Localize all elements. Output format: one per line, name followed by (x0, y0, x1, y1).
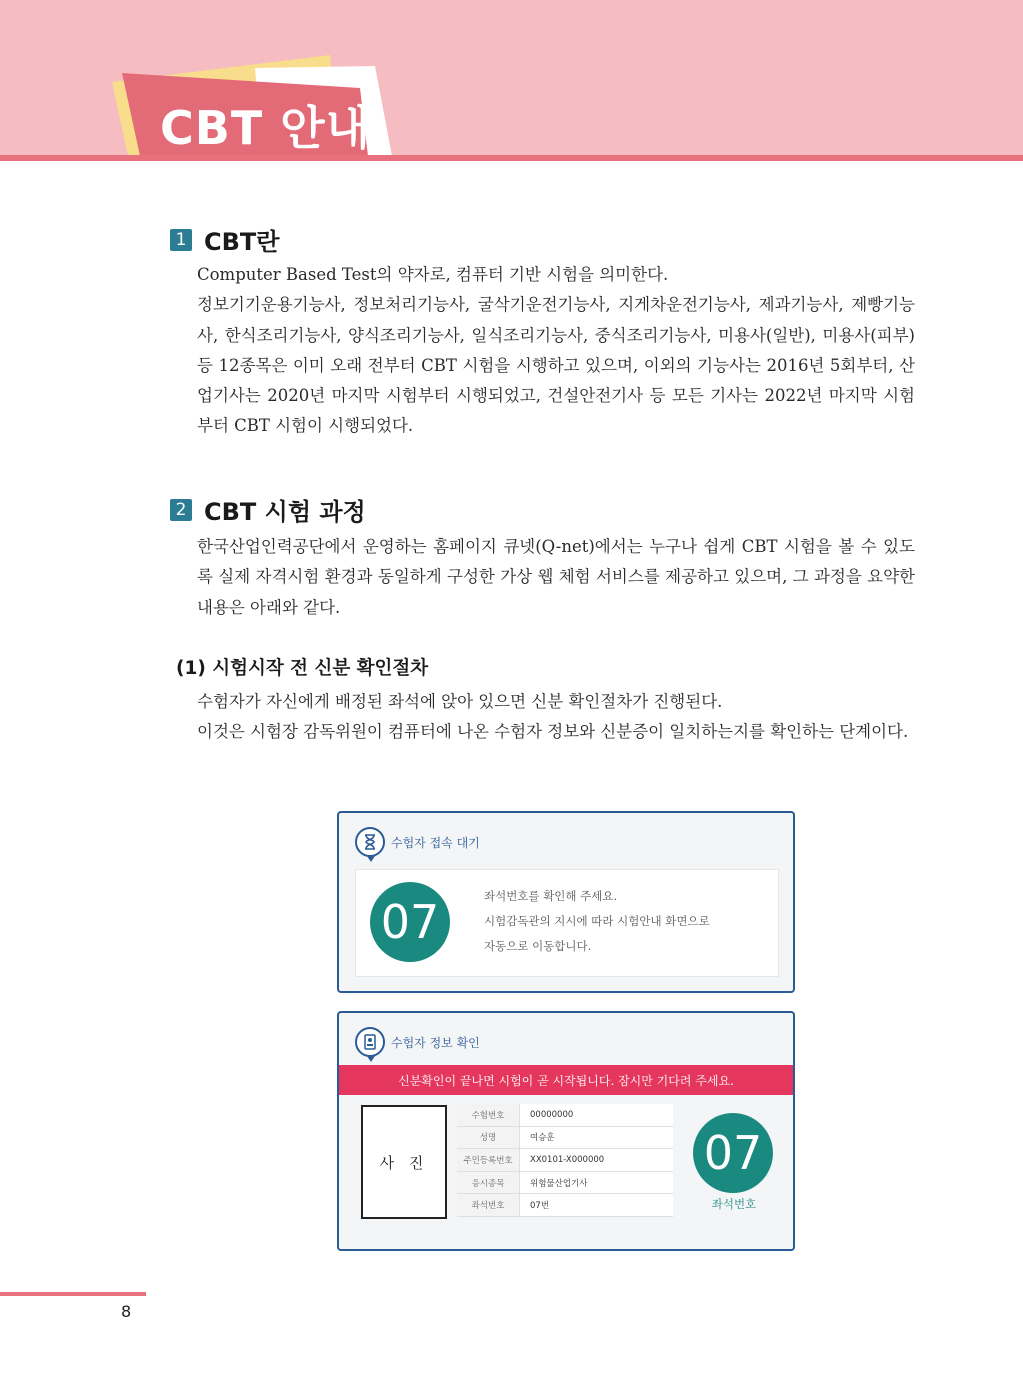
notice-banner: 신분확인이 끝나면 시험이 곧 시작됩니다. 잠시만 기다려 주세요. (339, 1065, 793, 1095)
message-line: 시험감독관의 지시에 따라 시험안내 화면으로 (484, 914, 710, 928)
row-value: XX0101-X000000 (520, 1149, 674, 1172)
section-number: 1 (170, 229, 192, 251)
panel-header (355, 827, 480, 857)
table-row (457, 1194, 673, 1217)
paragraph: Computer Based Test의 약자로, 컴퓨터 기반 시험을 의미한다. (197, 265, 669, 284)
section-1-heading (170, 222, 279, 257)
message-line: 자동으로 이동합니다. (484, 939, 592, 953)
table-row (457, 1171, 673, 1194)
examinee-info-table (457, 1104, 673, 1217)
page-title: CBT 안내 (160, 101, 372, 155)
subsection-body (197, 687, 915, 748)
waiting-content (355, 869, 779, 977)
header-decoration (0, 0, 1023, 160)
section-2-body (197, 532, 915, 623)
table-row (457, 1104, 673, 1126)
header-underline (0, 155, 1023, 161)
hourglass-icon (355, 827, 385, 857)
panel-header (355, 1027, 480, 1057)
row-value: 여승훈 (520, 1126, 674, 1149)
panel-title: 수험자 접속 대기 (391, 835, 480, 850)
identity-screen (337, 1011, 795, 1251)
photo-placeholder: 사 진 (361, 1105, 447, 1219)
row-label: 응시종목 (457, 1171, 520, 1194)
waiting-message (484, 884, 710, 959)
row-label: 성명 (457, 1126, 520, 1149)
footer-line (0, 1292, 146, 1296)
row-value: 위험물산업기사 (520, 1171, 674, 1194)
table-row (457, 1149, 673, 1172)
row-label: 주민등록번호 (457, 1149, 520, 1172)
panel-title: 수험자 정보 확인 (391, 1035, 480, 1050)
section-2-heading (170, 492, 366, 527)
paragraph: 이것은 시험장 감독위원이 컴퓨터에 나온 수험자 정보와 신분증이 일치하는지를 확인하는 단계이다. (197, 722, 909, 742)
section-title: CBT란 (204, 228, 280, 256)
row-value: 07번 (520, 1194, 674, 1217)
message-line: 좌석번호를 확인해 주세요. (484, 889, 618, 903)
seat-number-badge: 07 (693, 1113, 773, 1193)
section-1-body (197, 260, 915, 442)
paragraph: 수험자가 자신에게 배정된 좌석에 앉아 있으면 신분 확인절차가 진행된다. (197, 692, 723, 711)
row-value: 00000000 (520, 1104, 674, 1126)
section-title: CBT 시험 과정 (204, 498, 366, 526)
table-row (457, 1126, 673, 1149)
seat-number-badge: 07 (370, 882, 450, 962)
waiting-screen (337, 811, 795, 993)
row-label: 수험번호 (457, 1104, 520, 1126)
subsection-title: (1) 시험시작 전 신분 확인절차 (176, 658, 429, 679)
id-card-icon (355, 1027, 385, 1057)
page-number: 8 (121, 1302, 132, 1321)
seat-number-label: 좌석번호 (711, 1197, 757, 1211)
paragraph: 한국산업인력공단에서 운영하는 홈페이지 큐넷(Q-net)에서는 누구나 쉽게 CBT 시험을 볼 수 있도록 실제 자격시험 환경과 동일하게 구성한 가상 웹 체험 서비스를 제공하고 있으며, 그 과정을 요약한 내용은 아래와 같다. (197, 537, 915, 617)
paragraph: 정보기기운용기능사, 정보처리기능사, 굴삭기운전기능사, 지게차운전기능사, 제과기능사, 제빵기능사, 한식조리기능사, 양식조리기능사, 일식조리기능사, 중식조리기능사, 미용사(일반), 미용사(피부) 등 12종목은 이미 오래 전부터 CBT 시험을 시행하고 있으며, 이외의 기능사는 2016년 5회부터, 산업기사는 2020년 마지막 시험부터 시행되었고, 건설안전기사 등 모든 기사는 2022년 마지막 시험부터 CBT 시험이 시행되었다. (197, 295, 915, 436)
row-label: 좌석번호 (457, 1194, 520, 1217)
section-number: 2 (170, 499, 192, 521)
